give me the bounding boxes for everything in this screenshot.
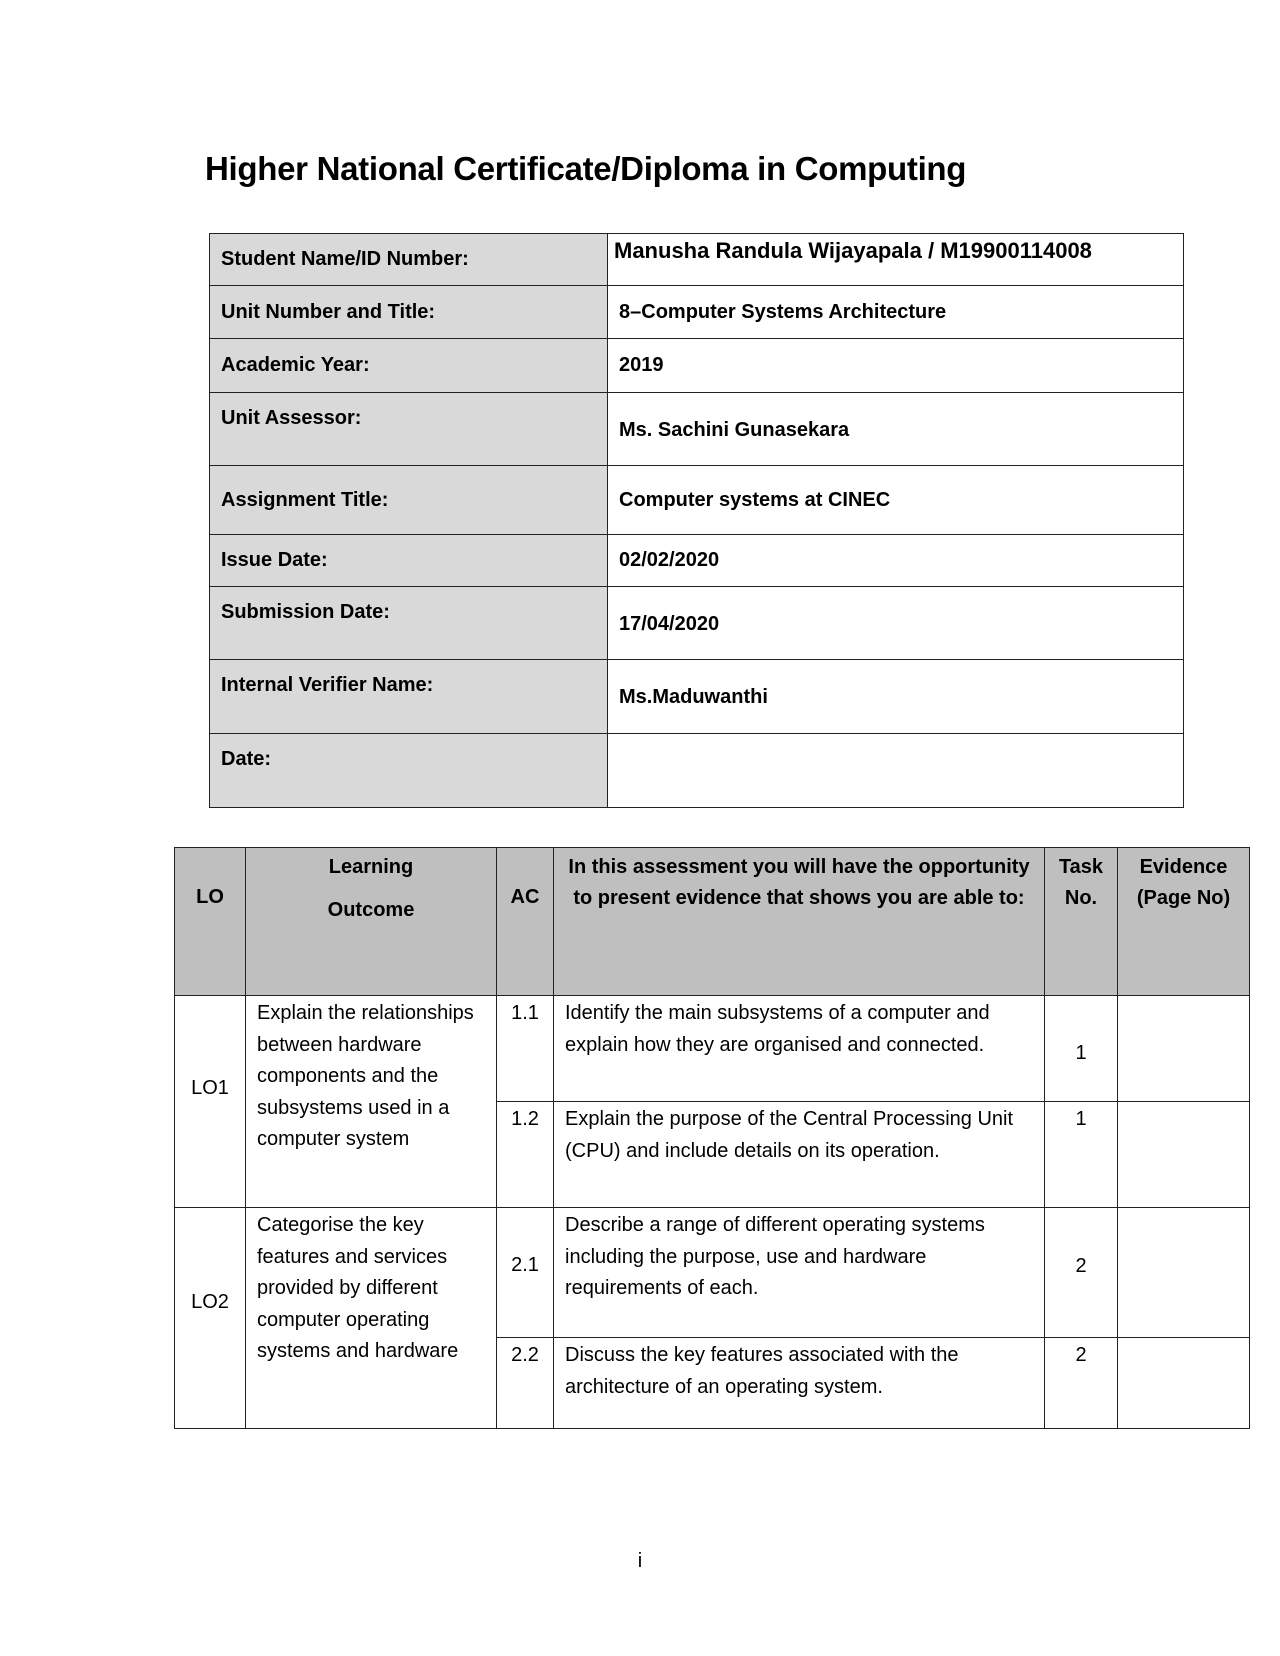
header-ac: AC <box>497 848 554 996</box>
assessor-value: Ms. Sachini Gunasekara <box>608 393 1184 466</box>
ac-2-1: 2.1 <box>497 1208 554 1338</box>
date-value <box>608 734 1184 808</box>
page-number: i <box>637 1550 643 1572</box>
ac-2-1-description: Describe a range of different operating systems including the purpose, use and hardware requirements of each. <box>554 1208 1045 1338</box>
header-task-no: Task No. <box>1045 848 1118 996</box>
info-row-verifier <box>210 660 1184 734</box>
lo2-outcome: Categorise the key features and services provided by different computer operating systems and hardware <box>246 1208 497 1429</box>
verifier-label: Internal Verifier Name: <box>210 660 608 734</box>
ac-1-1-evidence <box>1118 996 1250 1102</box>
verifier-value: Ms.Maduwanthi <box>608 660 1184 734</box>
header-evidence: Evidence (Page No) <box>1118 848 1250 996</box>
student-label: Student Name/ID Number: <box>210 234 608 286</box>
lo-header-row <box>175 848 1250 996</box>
ac-1-1: 1.1 <box>497 996 554 1102</box>
lo2-cell: LO2 <box>175 1208 246 1429</box>
ac-2-2-evidence <box>1118 1338 1250 1429</box>
ac-2-1-task: 2 <box>1045 1208 1118 1338</box>
assignment-info-table <box>209 233 1184 808</box>
header-learning-outcome <box>246 848 497 996</box>
year-label: Academic Year: <box>210 339 608 393</box>
ac-1-2-evidence <box>1118 1102 1250 1208</box>
info-row-student <box>210 234 1184 286</box>
learning-outcomes-table <box>174 847 1250 1429</box>
table-row <box>175 996 1250 1102</box>
header-outcome-line2: Outcome <box>327 899 415 921</box>
ac-1-1-task: 1 <box>1045 996 1118 1102</box>
assignment-value: Computer systems at CINEC <box>608 466 1184 535</box>
info-row-date <box>210 734 1184 808</box>
header-outcome-line1: Learning <box>328 856 414 878</box>
date-label: Date: <box>210 734 608 808</box>
ac-1-2-task: 1 <box>1045 1102 1118 1208</box>
year-value: 2019 <box>608 339 1184 393</box>
unit-label: Unit Number and Title: <box>210 286 608 339</box>
assignment-label: Assignment Title: <box>210 466 608 535</box>
issue-label: Issue Date: <box>210 535 608 587</box>
ac-1-1-description: Identify the main subsystems of a computer and explain how they are organised and connected. <box>554 996 1045 1102</box>
ac-2-2: 2.2 <box>497 1338 554 1429</box>
student-value: Manusha Randula Wijayapala / M19900114008 <box>608 234 1184 286</box>
header-lo: LO <box>175 848 246 996</box>
ac-1-2: 1.2 <box>497 1102 554 1208</box>
info-row-year <box>210 339 1184 393</box>
ac-2-2-task: 2 <box>1045 1338 1118 1429</box>
issue-value: 02/02/2020 <box>608 535 1184 587</box>
ac-1-2-description: Explain the purpose of the Central Processing Unit (CPU) and include details on its operation. <box>554 1102 1045 1208</box>
submission-label: Submission Date: <box>210 587 608 660</box>
submission-value: 17/04/2020 <box>608 587 1184 660</box>
info-row-unit <box>210 286 1184 339</box>
info-row-submission <box>210 587 1184 660</box>
header-description: In this assessment you will have the opportunity to present evidence that shows you are able to: <box>554 848 1045 996</box>
ac-2-2-description: Discuss the key features associated with the architecture of an operating system. <box>554 1338 1045 1429</box>
lo1-cell: LO1 <box>175 996 246 1208</box>
lo1-outcome: Explain the relationships between hardware components and the subsystems used in a computer system <box>246 996 497 1208</box>
info-row-issue <box>210 535 1184 587</box>
document-title: Higher National Certificate/Diploma in Computing <box>205 150 967 187</box>
ac-2-1-evidence <box>1118 1208 1250 1338</box>
unit-value: 8–Computer Systems Architecture <box>608 286 1184 339</box>
table-row <box>175 1208 1250 1338</box>
info-row-assignment <box>210 466 1184 535</box>
info-row-assessor <box>210 393 1184 466</box>
assessor-label: Unit Assessor: <box>210 393 608 466</box>
